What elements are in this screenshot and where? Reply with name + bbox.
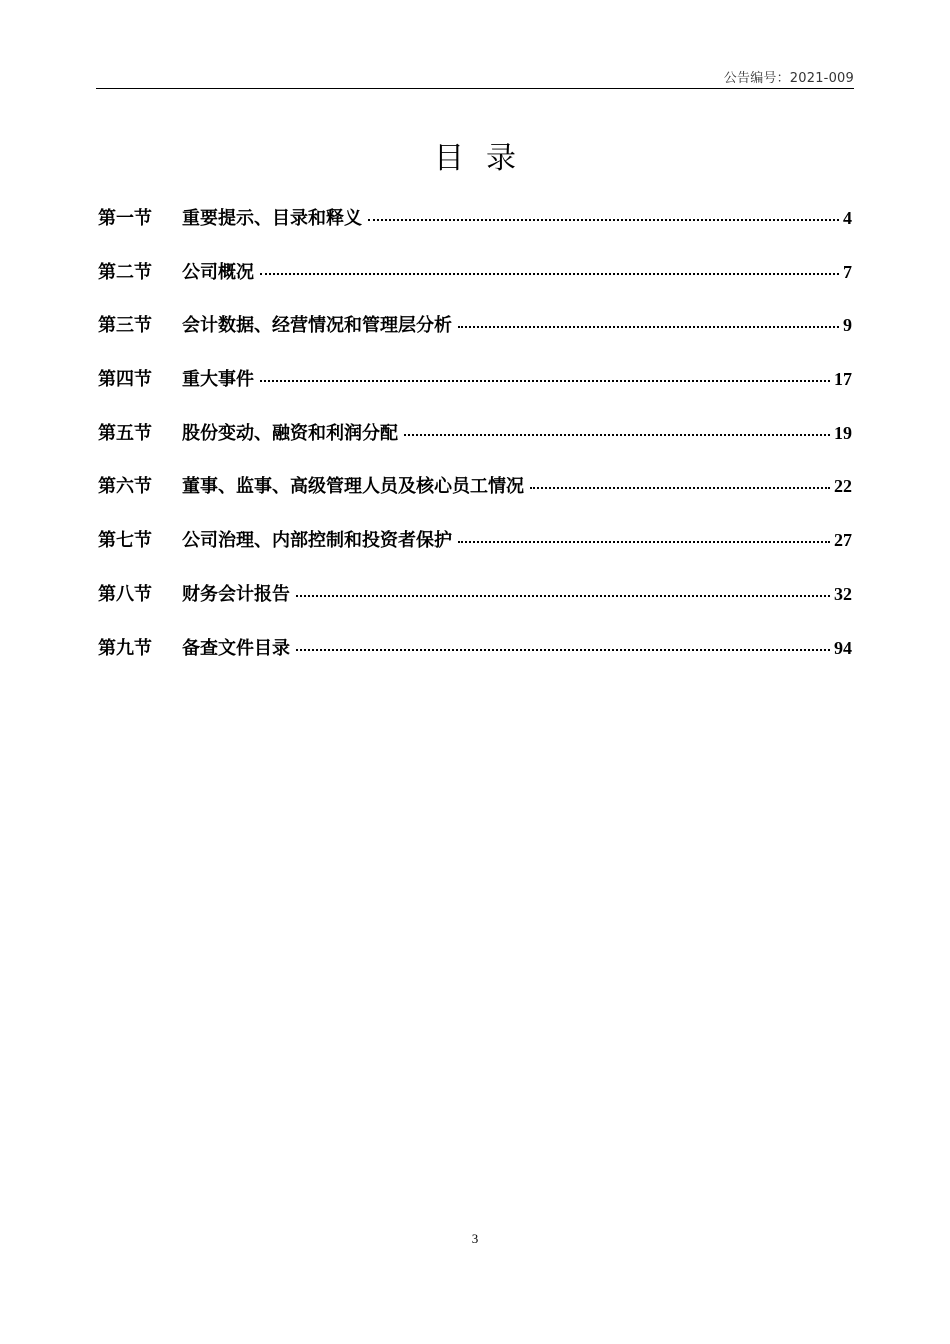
header-rule (96, 88, 854, 89)
toc-entry[interactable] (98, 580, 852, 634)
dot-leader (530, 487, 830, 489)
dot-leader (368, 219, 839, 221)
toc-page-number: 22 (834, 476, 852, 497)
dot-leader (296, 595, 830, 597)
toc-entry[interactable] (98, 258, 852, 312)
toc-page-number: 19 (834, 422, 852, 443)
toc-section-number: 第二节 (98, 261, 152, 283)
toc-section-number: 第五节 (98, 422, 152, 444)
toc-entry[interactable] (98, 419, 852, 473)
toc-section-number: 第一节 (98, 208, 152, 229)
toc-section-number: 第七节 (98, 530, 152, 552)
toc-heading: 公司概况 (182, 261, 254, 283)
toc-section-number: 第四节 (98, 369, 152, 391)
toc-page-number: 27 (834, 530, 852, 551)
dot-leader (260, 273, 839, 275)
dot-leader (458, 326, 839, 328)
toc-section-number: 第九节 (98, 637, 152, 659)
toc-entry[interactable] (98, 311, 852, 365)
toc-title: 目录 (434, 141, 538, 176)
dot-leader (260, 380, 830, 382)
toc-entry[interactable] (98, 526, 852, 580)
toc-entry[interactable] (98, 634, 852, 688)
toc-entry[interactable] (98, 472, 852, 526)
toc-section-number: 第八节 (98, 583, 152, 605)
page-number: 3 (471, 1231, 479, 1246)
toc-heading: 董事、监事、高级管理人员及核心员工情况 (182, 476, 524, 498)
toc-heading: 重要提示、目录和释义 (182, 208, 362, 229)
dot-leader (458, 541, 830, 543)
toc-heading: 公司治理、内部控制和投资者保护 (182, 530, 452, 552)
dot-leader (296, 649, 830, 651)
toc-heading: 备查文件目录 (182, 637, 290, 659)
toc-entry[interactable] (98, 204, 852, 258)
toc-heading: 重大事件 (182, 369, 254, 391)
toc-page-number: 32 (834, 583, 852, 604)
toc-page-number: 9 (843, 315, 852, 336)
toc-page-number: 17 (834, 369, 852, 390)
table-of-contents (98, 204, 852, 687)
toc-section-number: 第六节 (98, 476, 152, 498)
toc-heading: 财务会计报告 (182, 583, 290, 605)
toc-section-number: 第三节 (98, 315, 152, 337)
toc-heading: 股份变动、融资和利润分配 (182, 422, 398, 444)
toc-heading: 会计数据、经营情况和管理层分析 (182, 315, 452, 337)
dot-leader (404, 434, 830, 436)
toc-page-number: 7 (843, 261, 852, 282)
announcement-number: 公告编号：2021-009 (723, 71, 854, 86)
toc-entry[interactable] (98, 365, 852, 419)
toc-page-number: 94 (834, 637, 852, 658)
toc-page-number: 4 (843, 208, 852, 228)
